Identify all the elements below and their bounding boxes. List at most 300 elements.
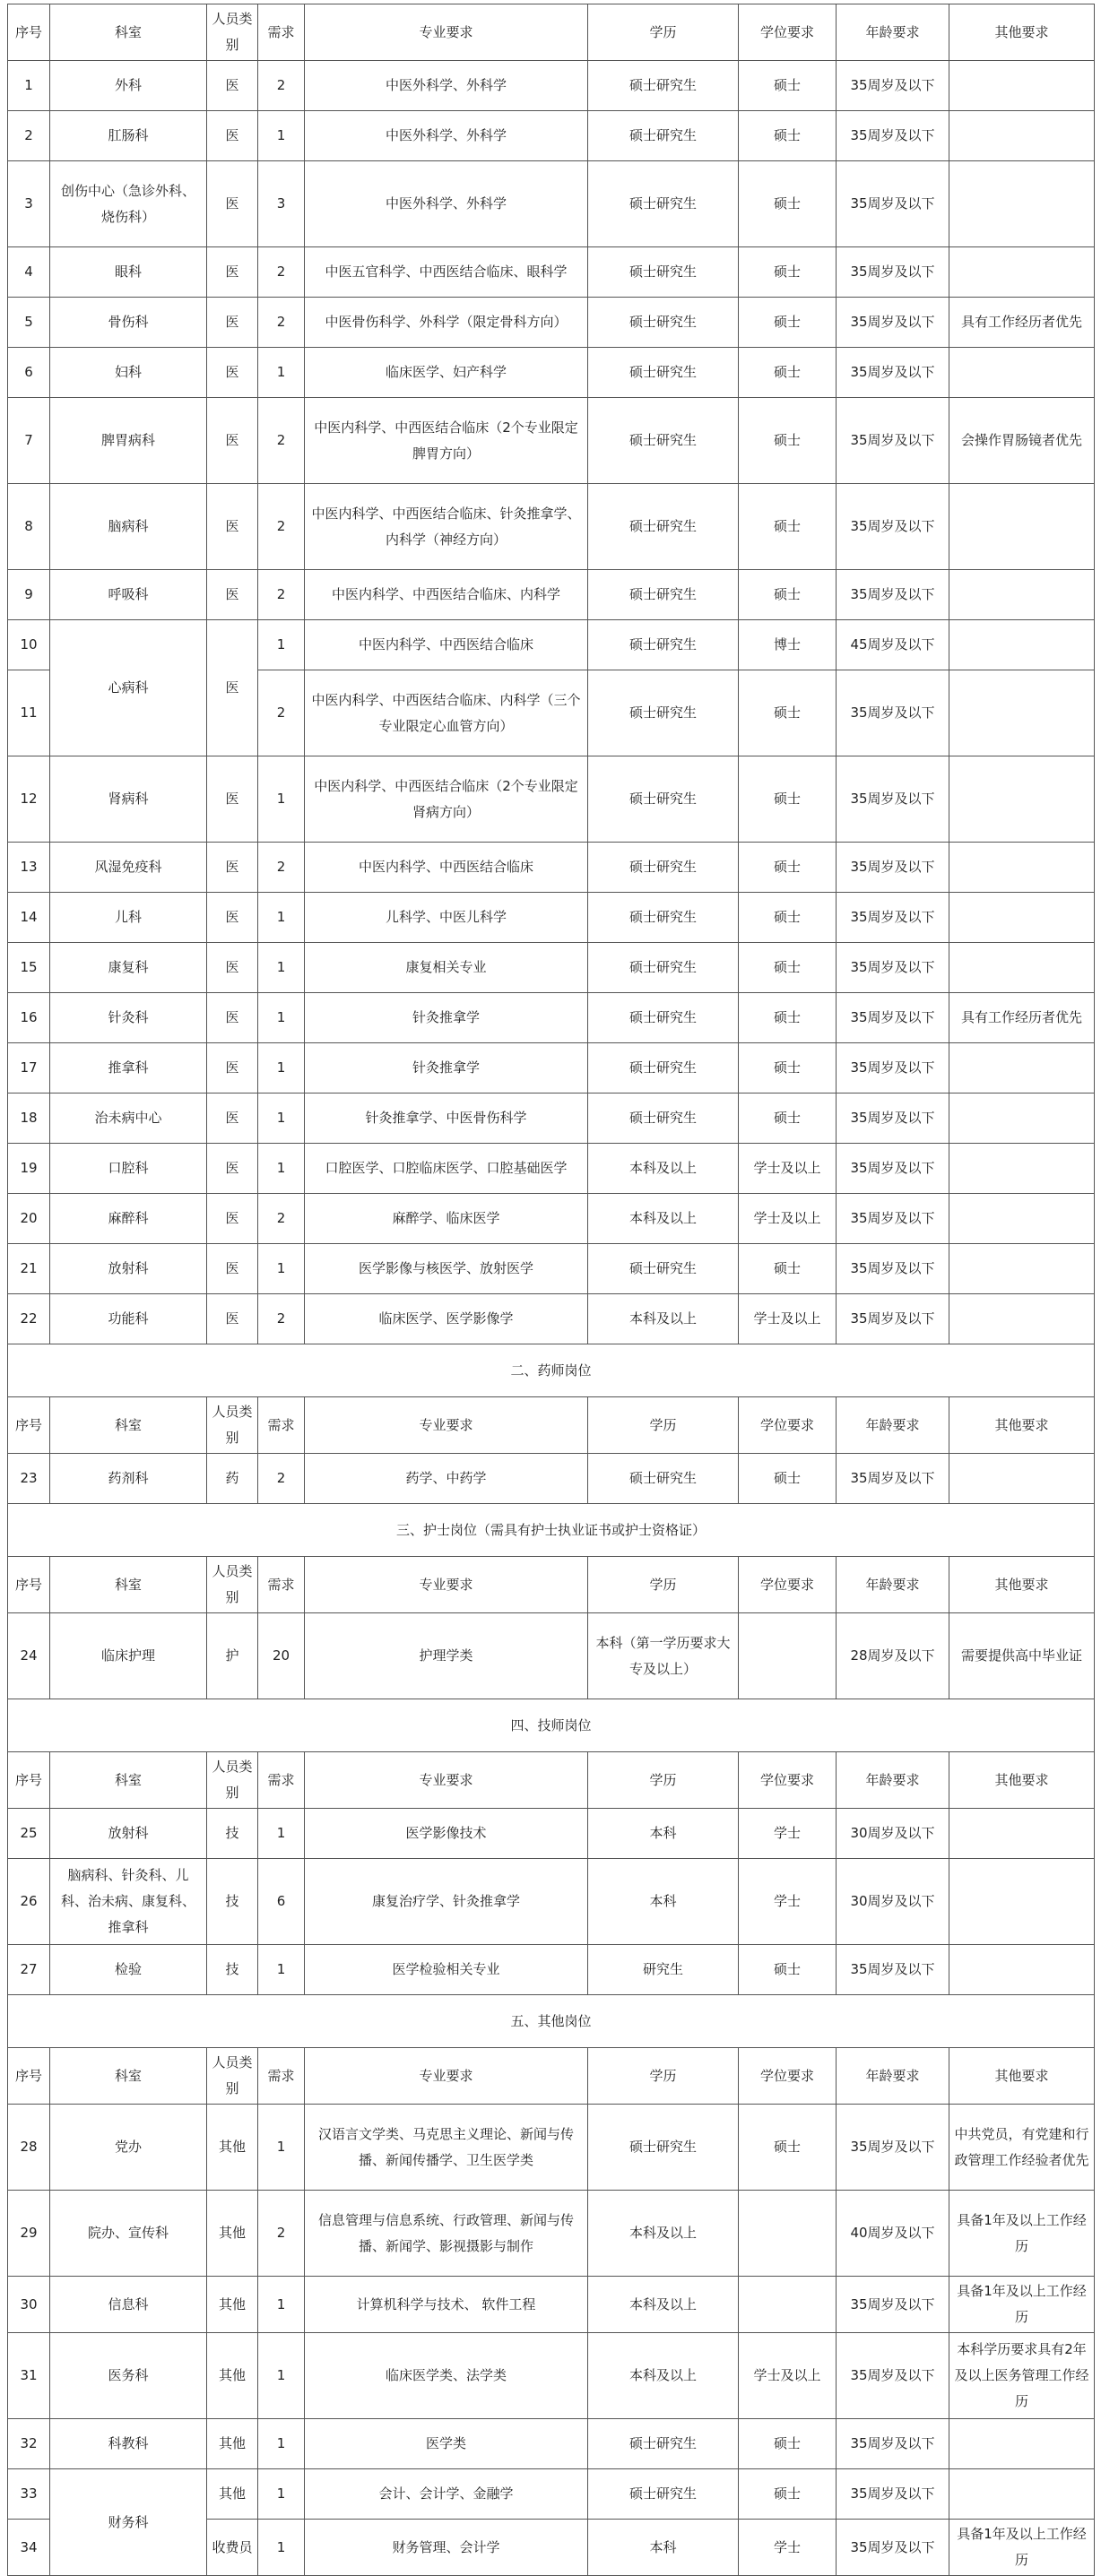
cell-demand: 2 <box>258 298 305 348</box>
header-other: 其他要求 <box>949 4 1095 61</box>
cell-category: 医 <box>207 756 258 843</box>
table-row <box>8 1454 1095 1504</box>
cell-degree: 硕士 <box>739 843 837 893</box>
cell-major: 医学检验相关专业 <box>305 1945 588 1995</box>
table-row <box>8 893 1095 943</box>
cell-major: 中医五官科学、中西医结合临床、眼科学 <box>305 247 588 298</box>
cell-major: 中医外科学、外科学 <box>305 111 588 161</box>
cell-dept: 肾病科 <box>50 756 207 843</box>
cell-education: 硕士研究生 <box>588 484 739 570</box>
cell-education: 硕士研究生 <box>588 893 739 943</box>
cell-dept: 党办 <box>50 2105 207 2191</box>
cell-age: 30周岁及以下 <box>837 1809 949 1859</box>
cell-age: 40周岁及以下 <box>837 2191 949 2277</box>
cell-other <box>949 61 1095 111</box>
cell-demand: 1 <box>258 2105 305 2191</box>
cell-degree: 硕士 <box>739 2469 837 2520</box>
table-row <box>8 484 1095 570</box>
cell-no: 18 <box>8 1094 50 1144</box>
cell-education: 硕士研究生 <box>588 620 739 670</box>
section-title-row <box>8 1699 1095 1752</box>
cell-category: 医 <box>207 1144 258 1194</box>
cell-other <box>949 756 1095 843</box>
cell-demand: 2 <box>258 570 305 620</box>
cell-no: 4 <box>8 247 50 298</box>
cell-dept: 妇科 <box>50 348 207 398</box>
cell-major: 临床医学类、法学类 <box>305 2333 588 2419</box>
cell-education: 硕士研究生 <box>588 1454 739 1504</box>
table-row <box>8 111 1095 161</box>
cell-demand: 2 <box>258 843 305 893</box>
header-category: 人员类别 <box>207 2048 258 2105</box>
cell-major: 临床医学、医学影像学 <box>305 1294 588 1344</box>
cell-dept: 药剂科 <box>50 1454 207 1504</box>
cell-age: 35周岁及以下 <box>837 1244 949 1294</box>
header-degree: 学位要求 <box>739 2048 837 2105</box>
cell-no: 7 <box>8 398 50 484</box>
table-row <box>8 1043 1095 1094</box>
cell-major: 康复治疗学、针灸推拿学 <box>305 1859 588 1945</box>
header-no: 序号 <box>8 2048 50 2105</box>
cell-demand: 1 <box>258 893 305 943</box>
header-major: 专业要求 <box>305 1557 588 1613</box>
cell-no: 25 <box>8 1809 50 1859</box>
table-row <box>8 298 1095 348</box>
cell-other <box>949 1294 1095 1344</box>
cell-degree: 硕士 <box>739 1244 837 1294</box>
cell-demand: 1 <box>258 1244 305 1294</box>
cell-other <box>949 1094 1095 1144</box>
cell-no: 20 <box>8 1194 50 1244</box>
cell-no: 24 <box>8 1613 50 1699</box>
cell-category: 其他 <box>207 2419 258 2469</box>
cell-major: 儿科学、中医儿科学 <box>305 893 588 943</box>
cell-category: 医 <box>207 1294 258 1344</box>
cell-dept: 信息科 <box>50 2277 207 2333</box>
section-title: 三、护士岗位（需具有护士执业证书或护士资格证） <box>8 1504 1095 1557</box>
cell-age: 35周岁及以下 <box>837 943 949 993</box>
cell-demand: 1 <box>258 1945 305 1995</box>
cell-demand: 2 <box>258 2191 305 2277</box>
cell-age: 35周岁及以下 <box>837 1043 949 1094</box>
cell-demand: 1 <box>258 2520 305 2576</box>
header-demand: 需求 <box>258 2048 305 2105</box>
cell-degree: 硕士 <box>739 570 837 620</box>
cell-no: 11 <box>8 670 50 756</box>
cell-education: 硕士研究生 <box>588 2105 739 2191</box>
cell-demand: 1 <box>258 2333 305 2419</box>
cell-dept: 放射科 <box>50 1809 207 1859</box>
cell-other <box>949 1244 1095 1294</box>
cell-education: 研究生 <box>588 1945 739 1995</box>
cell-other <box>949 1454 1095 1504</box>
cell-demand: 1 <box>258 1144 305 1194</box>
cell-category: 医 <box>207 993 258 1043</box>
cell-demand: 2 <box>258 1194 305 1244</box>
cell-no: 6 <box>8 348 50 398</box>
cell-major: 中医外科学、外科学 <box>305 61 588 111</box>
header-degree: 学位要求 <box>739 4 837 61</box>
cell-age: 35周岁及以下 <box>837 1094 949 1144</box>
cell-other <box>949 943 1095 993</box>
cell-education: 硕士研究生 <box>588 1244 739 1294</box>
cell-other: 具备1年及以上工作经历 <box>949 2191 1095 2277</box>
cell-dept: 临床护理 <box>50 1613 207 1699</box>
header-major: 专业要求 <box>305 1397 588 1454</box>
cell-major: 口腔医学、口腔临床医学、口腔基础医学 <box>305 1144 588 1194</box>
cell-education: 硕士研究生 <box>588 570 739 620</box>
cell-age: 35周岁及以下 <box>837 570 949 620</box>
header-category: 人员类别 <box>207 1752 258 1809</box>
cell-demand: 1 <box>258 1094 305 1144</box>
table-row <box>8 843 1095 893</box>
header-dept: 科室 <box>50 1557 207 1613</box>
table-row <box>8 993 1095 1043</box>
cell-other <box>949 484 1095 570</box>
cell-demand: 1 <box>258 348 305 398</box>
cell-other <box>949 2469 1095 2520</box>
cell-major: 中医内科学、中西医结合临床 <box>305 620 588 670</box>
cell-age: 35周岁及以下 <box>837 2333 949 2419</box>
cell-no: 21 <box>8 1244 50 1294</box>
table-row <box>8 1094 1095 1144</box>
cell-degree: 博士 <box>739 620 837 670</box>
cell-age: 35周岁及以下 <box>837 670 949 756</box>
cell-education: 本科 <box>588 1859 739 1945</box>
header-major: 专业要求 <box>305 4 588 61</box>
cell-other: 具备1年及以上工作经历 <box>949 2520 1095 2576</box>
table-row <box>8 570 1095 620</box>
cell-category: 医 <box>207 1094 258 1144</box>
cell-category: 收费员 <box>207 2520 258 2576</box>
cell-education: 硕士研究生 <box>588 993 739 1043</box>
table-row <box>8 756 1095 843</box>
cell-other <box>949 1945 1095 1995</box>
cell-no: 17 <box>8 1043 50 1094</box>
header-other: 其他要求 <box>949 1752 1095 1809</box>
table-row <box>8 1809 1095 1859</box>
cell-category: 其他 <box>207 2277 258 2333</box>
cell-no: 31 <box>8 2333 50 2419</box>
cell-other <box>949 1144 1095 1194</box>
header-other: 其他要求 <box>949 1397 1095 1454</box>
cell-major: 中医外科学、外科学 <box>305 161 588 247</box>
cell-no: 28 <box>8 2105 50 2191</box>
header-major: 专业要求 <box>305 2048 588 2105</box>
cell-major: 财务管理、会计学 <box>305 2520 588 2576</box>
cell-demand: 1 <box>258 2469 305 2520</box>
cell-age: 35周岁及以下 <box>837 398 949 484</box>
cell-degree: 硕士 <box>739 398 837 484</box>
cell-dept: 推拿科 <box>50 1043 207 1094</box>
cell-category: 医 <box>207 161 258 247</box>
cell-no: 33 <box>8 2469 50 2520</box>
cell-category: 医 <box>207 570 258 620</box>
cell-no: 26 <box>8 1859 50 1945</box>
cell-dept: 儿科 <box>50 893 207 943</box>
cell-education: 本科及以上 <box>588 2191 739 2277</box>
cell-age: 35周岁及以下 <box>837 2277 949 2333</box>
section-title: 四、技师岗位 <box>8 1699 1095 1752</box>
header-no: 序号 <box>8 1557 50 1613</box>
table-row <box>8 1945 1095 1995</box>
cell-degree: 学士及以上 <box>739 2333 837 2419</box>
cell-degree <box>739 2191 837 2277</box>
cell-dept: 骨伤科 <box>50 298 207 348</box>
cell-demand: 1 <box>258 1809 305 1859</box>
cell-dept: 治未病中心 <box>50 1094 207 1144</box>
cell-category: 医 <box>207 348 258 398</box>
cell-age: 35周岁及以下 <box>837 843 949 893</box>
cell-age: 35周岁及以下 <box>837 1194 949 1244</box>
cell-demand: 2 <box>258 61 305 111</box>
cell-dept: 医务科 <box>50 2333 207 2419</box>
cell-major: 医学类 <box>305 2419 588 2469</box>
table-row <box>8 2191 1095 2277</box>
cell-dept: 肛肠科 <box>50 111 207 161</box>
cell-demand: 1 <box>258 620 305 670</box>
cell-education: 本科及以上 <box>588 2277 739 2333</box>
table-row <box>8 2333 1095 2419</box>
cell-category: 医 <box>207 398 258 484</box>
cell-no: 3 <box>8 161 50 247</box>
cell-age: 35周岁及以下 <box>837 348 949 398</box>
cell-category: 医 <box>207 943 258 993</box>
cell-category: 医 <box>207 484 258 570</box>
table-row <box>8 1294 1095 1344</box>
cell-major: 针灸推拿学 <box>305 1043 588 1094</box>
table-row <box>8 943 1095 993</box>
cell-category: 其他 <box>207 2105 258 2191</box>
cell-dept: 口腔科 <box>50 1144 207 1194</box>
cell-category: 医 <box>207 298 258 348</box>
section-title-row <box>8 1995 1095 2048</box>
cell-category: 技 <box>207 1945 258 1995</box>
recruitment-table <box>7 4 1095 2576</box>
cell-age: 35周岁及以下 <box>837 2419 949 2469</box>
cell-demand: 3 <box>258 161 305 247</box>
table-row <box>8 1859 1095 1945</box>
cell-age: 35周岁及以下 <box>837 111 949 161</box>
header-age: 年龄要求 <box>837 1397 949 1454</box>
cell-no: 2 <box>8 111 50 161</box>
cell-no: 27 <box>8 1945 50 1995</box>
cell-other: 具有工作经历者优先 <box>949 298 1095 348</box>
cell-demand: 1 <box>258 2277 305 2333</box>
header-education: 学历 <box>588 1397 739 1454</box>
table-row <box>8 161 1095 247</box>
cell-no: 22 <box>8 1294 50 1344</box>
header-category: 人员类别 <box>207 1397 258 1454</box>
cell-dept: 财务科 <box>50 2469 207 2576</box>
cell-education: 硕士研究生 <box>588 61 739 111</box>
cell-education: 本科 <box>588 1809 739 1859</box>
cell-other <box>949 2419 1095 2469</box>
cell-degree: 硕士 <box>739 893 837 943</box>
table-row <box>8 61 1095 111</box>
cell-degree: 硕士 <box>739 2105 837 2191</box>
table-row <box>8 620 1095 670</box>
cell-no: 8 <box>8 484 50 570</box>
header-degree: 学位要求 <box>739 1752 837 1809</box>
cell-dept: 科教科 <box>50 2419 207 2469</box>
cell-degree: 硕士 <box>739 298 837 348</box>
cell-age: 28周岁及以下 <box>837 1613 949 1699</box>
table-row <box>8 1613 1095 1699</box>
cell-dept: 心病科 <box>50 620 207 756</box>
cell-education: 硕士研究生 <box>588 843 739 893</box>
header-other: 其他要求 <box>949 1557 1095 1613</box>
cell-category: 药 <box>207 1454 258 1504</box>
cell-dept: 针灸科 <box>50 993 207 1043</box>
cell-category: 医 <box>207 1194 258 1244</box>
cell-education: 硕士研究生 <box>588 1094 739 1144</box>
cell-no: 19 <box>8 1144 50 1194</box>
cell-age: 35周岁及以下 <box>837 1454 949 1504</box>
cell-major: 针灸推拿学、中医骨伤科学 <box>305 1094 588 1144</box>
cell-other <box>949 1043 1095 1094</box>
cell-no: 34 <box>8 2520 50 2576</box>
cell-category: 医 <box>207 620 258 756</box>
cell-demand: 1 <box>258 111 305 161</box>
header-no: 序号 <box>8 4 50 61</box>
section-title: 二、药师岗位 <box>8 1344 1095 1397</box>
cell-education: 硕士研究生 <box>588 247 739 298</box>
cell-major: 计算机科学与技术、 软件工程 <box>305 2277 588 2333</box>
cell-education: 硕士研究生 <box>588 161 739 247</box>
cell-degree: 硕士 <box>739 484 837 570</box>
cell-other <box>949 1194 1095 1244</box>
cell-other: 本科学历要求具有2年及以上医务管理工作经历 <box>949 2333 1095 2419</box>
cell-category: 医 <box>207 843 258 893</box>
header-education: 学历 <box>588 1557 739 1613</box>
cell-degree: 硕士 <box>739 1945 837 1995</box>
header-dept: 科室 <box>50 2048 207 2105</box>
cell-major: 医学影像与核医学、放射医学 <box>305 1244 588 1294</box>
header-row <box>8 2048 1095 2105</box>
cell-major: 信息管理与信息系统、行政管理、新闻与传播、新闻学、影视摄影与制作 <box>305 2191 588 2277</box>
cell-age: 35周岁及以下 <box>837 1945 949 1995</box>
cell-education: 硕士研究生 <box>588 670 739 756</box>
cell-dept: 院办、宣传科 <box>50 2191 207 2277</box>
cell-age: 35周岁及以下 <box>837 993 949 1043</box>
cell-major: 药学、中药学 <box>305 1454 588 1504</box>
cell-age: 35周岁及以下 <box>837 2469 949 2520</box>
cell-category: 技 <box>207 1859 258 1945</box>
cell-education: 本科及以上 <box>588 1144 739 1194</box>
cell-category: 医 <box>207 1043 258 1094</box>
cell-demand: 1 <box>258 2419 305 2469</box>
header-row <box>8 1397 1095 1454</box>
cell-education: 硕士研究生 <box>588 756 739 843</box>
section-title-row <box>8 1504 1095 1557</box>
table-row <box>8 2469 1095 2520</box>
cell-other: 会操作胃肠镜者优先 <box>949 398 1095 484</box>
cell-demand: 1 <box>258 1043 305 1094</box>
cell-dept: 脑病科 <box>50 484 207 570</box>
cell-education: 本科 <box>588 2520 739 2576</box>
cell-no: 9 <box>8 570 50 620</box>
cell-demand: 2 <box>258 247 305 298</box>
cell-no: 1 <box>8 61 50 111</box>
cell-other <box>949 1859 1095 1945</box>
cell-category: 医 <box>207 893 258 943</box>
cell-degree: 硕士 <box>739 61 837 111</box>
cell-category: 技 <box>207 1809 258 1859</box>
header-demand: 需求 <box>258 4 305 61</box>
cell-demand: 6 <box>258 1859 305 1945</box>
cell-major: 会计、会计学、金融学 <box>305 2469 588 2520</box>
cell-no: 15 <box>8 943 50 993</box>
header-age: 年龄要求 <box>837 2048 949 2105</box>
header-row <box>8 4 1095 61</box>
cell-other <box>949 570 1095 620</box>
cell-dept: 康复科 <box>50 943 207 993</box>
header-degree: 学位要求 <box>739 1557 837 1613</box>
cell-major: 针灸推拿学 <box>305 993 588 1043</box>
header-demand: 需求 <box>258 1557 305 1613</box>
cell-category: 护 <box>207 1613 258 1699</box>
cell-age: 35周岁及以下 <box>837 484 949 570</box>
cell-age: 35周岁及以下 <box>837 1144 949 1194</box>
header-other: 其他要求 <box>949 2048 1095 2105</box>
cell-major: 中医骨伤科学、外科学（限定骨科方向） <box>305 298 588 348</box>
cell-degree: 硕士 <box>739 247 837 298</box>
cell-no: 5 <box>8 298 50 348</box>
section-title-row <box>8 1344 1095 1397</box>
cell-education: 硕士研究生 <box>588 943 739 993</box>
cell-major: 中医内科学、中西医结合临床、针灸推拿学、内科学（神经方向） <box>305 484 588 570</box>
header-row <box>8 1752 1095 1809</box>
cell-dept: 创伤中心（急诊外科、烧伤科） <box>50 161 207 247</box>
header-education: 学历 <box>588 4 739 61</box>
cell-other: 具有工作经历者优先 <box>949 993 1095 1043</box>
cell-age: 45周岁及以下 <box>837 620 949 670</box>
cell-dept: 眼科 <box>50 247 207 298</box>
cell-education: 本科（第一学历要求大专及以上） <box>588 1613 739 1699</box>
header-demand: 需求 <box>258 1397 305 1454</box>
header-dept: 科室 <box>50 1397 207 1454</box>
cell-degree <box>739 1613 837 1699</box>
header-education: 学历 <box>588 1752 739 1809</box>
cell-major: 汉语言文学类、马克思主义理论、新闻与传播、新闻传播学、卫生医学类 <box>305 2105 588 2191</box>
cell-other <box>949 670 1095 756</box>
cell-category: 医 <box>207 61 258 111</box>
cell-age: 35周岁及以下 <box>837 247 949 298</box>
cell-degree <box>739 2277 837 2333</box>
section-title: 五、其他岗位 <box>8 1995 1095 2048</box>
cell-dept: 脾胃病科 <box>50 398 207 484</box>
cell-no: 10 <box>8 620 50 670</box>
cell-degree: 学士 <box>739 1859 837 1945</box>
cell-dept: 麻醉科 <box>50 1194 207 1244</box>
cell-no: 12 <box>8 756 50 843</box>
header-dept: 科室 <box>50 4 207 61</box>
cell-demand: 1 <box>258 943 305 993</box>
cell-major: 护理学类 <box>305 1613 588 1699</box>
cell-education: 硕士研究生 <box>588 2419 739 2469</box>
cell-age: 35周岁及以下 <box>837 1294 949 1344</box>
cell-degree: 硕士 <box>739 993 837 1043</box>
header-age: 年龄要求 <box>837 1752 949 1809</box>
header-age: 年龄要求 <box>837 4 949 61</box>
header-dept: 科室 <box>50 1752 207 1809</box>
cell-other <box>949 620 1095 670</box>
cell-demand: 2 <box>258 670 305 756</box>
cell-category: 其他 <box>207 2191 258 2277</box>
cell-other: 中共党员，有党建和行政管理工作经验者优先 <box>949 2105 1095 2191</box>
header-category: 人员类别 <box>207 1557 258 1613</box>
